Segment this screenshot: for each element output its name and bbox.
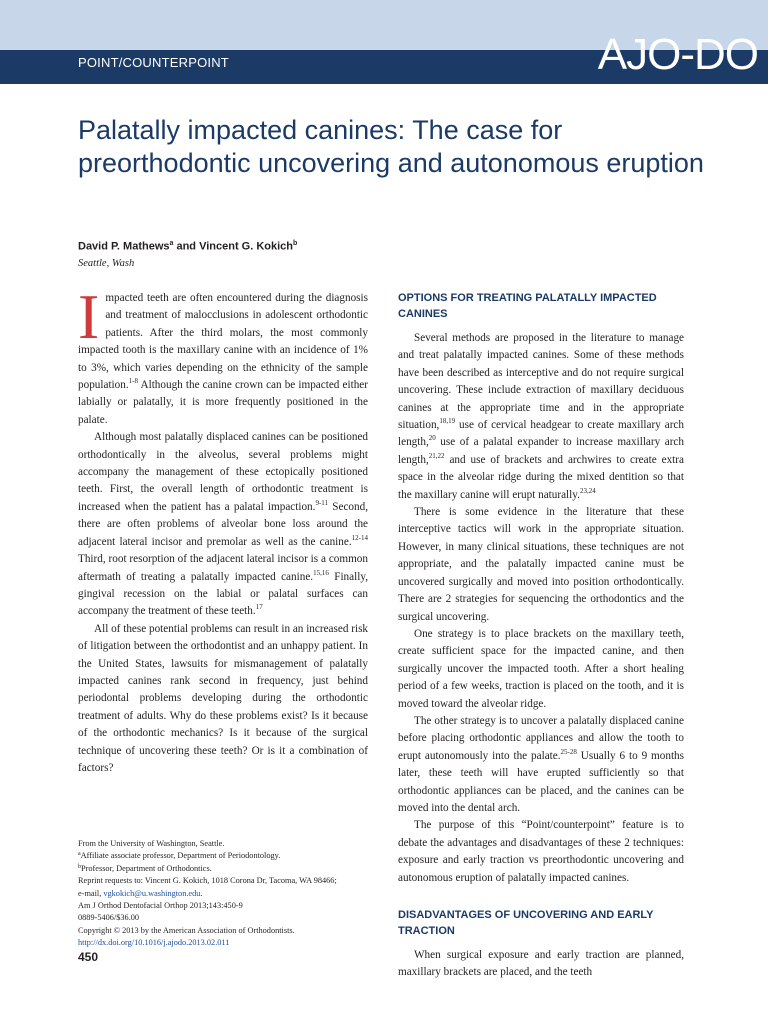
citation-ref[interactable]: 25-28 xyxy=(560,747,577,756)
paragraph-text: Second, there are often problems of alveolar bone loss around the adjacent lateral incisor and premolar as well as the canine. xyxy=(78,500,368,548)
section-heading: OPTIONS FOR TREATING PALATALLY IMPACTED CANINES xyxy=(398,292,657,320)
footnote-text: e-mail, xyxy=(78,888,104,898)
right-column xyxy=(398,290,684,982)
body-paragraph xyxy=(78,281,368,429)
page-number: 450 xyxy=(78,950,99,964)
body-paragraph xyxy=(78,429,368,620)
body-paragraph: The purpose of this “Point/counterpoint” feature is to debate the advantages and disadvantages of these 2 techniques: exposure and early traction vs preorthodontic uncovering and autonomous eruption of palatally impacted canines. xyxy=(398,819,684,884)
paragraph-text: Although most palatally displaced canines can be positioned orthodontically in the alveolus, several problems might accompany the management of these ectopically positioned teeth. First, the overall length of orthodontic treatment is increased when the patient has a palatal impaction. xyxy=(78,431,368,513)
paragraph-text: and use of brackets and archwires to create extra space in the alveolar ridge during the mixed dentition so that the maxillary canine will erupt naturally. xyxy=(398,453,684,501)
citation-ref[interactable]: 21,22 xyxy=(428,451,445,460)
footnote-line: Reprint requests to: Vincent G. Kokich, 1018 Corona Dr, Tacoma, WA 98466; xyxy=(78,876,337,886)
body-paragraph xyxy=(398,330,684,504)
section-heading: DISADVANTAGES OF UNCOVERING AND EARLY TRACTION xyxy=(398,909,654,937)
body-paragraph: One strategy is to place brackets on the maxillary teeth, create sufficient space for the impacted canine, and then surgically uncover the impacted tooth. After a short healing period of a few weeks, traction is placed on the tooth, and it is moved toward the alveolar ridge. xyxy=(398,627,684,710)
paragraph-text: Several methods are proposed in the literature to manage and treat palatally impacted canines. Some of these methods have been described as interceptive and do not require surgical uncovering. These include extraction of maxillary deciduous canines at the appropriate time and in the appropriate situation, xyxy=(398,332,684,432)
author-name: Vincent G. Kokich xyxy=(199,240,294,253)
doi-link[interactable]: http://dx.doi.org/10.1016/j.ajodo.2013.02.011 xyxy=(78,938,230,948)
citation-ref[interactable]: 9-11 xyxy=(315,498,329,507)
affiliation-mark: a xyxy=(78,851,81,858)
affiliation-mark: b xyxy=(78,863,81,870)
footnote-text: . xyxy=(200,888,203,898)
footnote-line xyxy=(78,863,378,875)
citation-ref[interactable]: 23,24 xyxy=(579,486,596,495)
footnote-line: From the University of Washington, Seattle. xyxy=(78,839,225,848)
citation-ref[interactable]: 17 xyxy=(255,603,263,612)
footnote-text: Affiliate associate professor, Department of Periodontology. xyxy=(80,851,281,861)
citation-ref[interactable]: 18,19 xyxy=(439,417,456,426)
body-paragraph xyxy=(398,713,684,817)
citation-ref[interactable]: 20 xyxy=(428,434,436,443)
paragraph-text: The other strategy is to uncover a palatally displaced canine before placing orthodontic appliances and allow the tooth to erupt autonomously into the palate. xyxy=(398,714,684,762)
body-paragraph: All of these potential problems can result in an increased risk of litigation between the orthodontist and an unhappy patient. In the United States, lawsuits for mismanagement of palatally impacted canines rank second in frequency, just behind periodontal problems developing during the orthodontic treatment of adults. Why do these problems exist? Is it because of the orthodontic mechanics? Is it because of the surgical technique of uncovering these teeth? Or is it a combination of factors? xyxy=(78,622,369,774)
article-title: Palatally impacted canines: The case for preorthodontic uncovering and autonomous eruption xyxy=(78,115,704,178)
paragraph-text: use of a palatal expander to increase maxillary arch length, xyxy=(398,436,684,466)
footnote-line: Copyright © 2013 by the American Association of Orthodontists. xyxy=(78,925,295,935)
journal-logo: AJO-DO xyxy=(597,30,758,79)
paragraph-text: use of cervical headgear to create maxillary arch length, xyxy=(398,419,684,449)
paragraph-text: mpacted teeth are often encountered during the diagnosis and treatment of malocclusions in adolescent orthodontic patients. After the third molars, the most commonly impacted tooth is the maxillary canine with an incidence of 1% to 3%, which varies depending on the ethnicity of the sample population. xyxy=(78,292,368,392)
section-label: POINT/COUNTERPOINT xyxy=(78,55,229,70)
body-paragraph: When surgical exposure and early traction are planned, maxillary brackets are placed, and the teeth xyxy=(398,949,684,979)
drop-cap: I xyxy=(78,281,100,352)
citation-ref[interactable]: 1-8 xyxy=(128,377,138,386)
footnote-line: 0889-5406/$36.00 xyxy=(78,913,140,923)
body-paragraph: There is some evidence in the literature that these interceptive tactics will work in the appropriate situation. However, in many clinical situations, these techniques are not appropriate, and the palatally impacted canine must be uncovered surgically and moved into position orthodontically. There are 2 strategies for sequencing the orthodontics and the surgical uncovering. xyxy=(398,506,684,623)
footnotes xyxy=(78,838,378,950)
footnote-line xyxy=(78,850,378,862)
author-location: Seattle, Wash xyxy=(78,258,135,269)
left-column xyxy=(78,281,369,777)
author-line xyxy=(78,240,297,253)
email-link[interactable]: vgkokich@u.washington.edu xyxy=(103,888,201,898)
citation-ref[interactable]: 15,16 xyxy=(313,568,329,577)
author-affiliation-mark: a xyxy=(169,240,174,247)
paragraph-text: Third, root resorption of the adjacent lateral incisor is a common aftermath of treating a palatally impacted canine. xyxy=(78,553,368,583)
paragraph-text: Finally, gingival recession on the labial or palatal surfaces can accompany the treatment of these teeth. xyxy=(78,570,368,618)
author-name: David P. Mathews xyxy=(78,240,170,253)
footnote-line: Am J Orthod Dentofacial Orthop 2013;143:450-9 xyxy=(78,901,243,911)
paragraph-text: Although the canine crown can be impacted either labially or palatally, it is more frequently positioned in the palate. xyxy=(78,379,368,426)
paragraph-text: Usually 6 to 9 months later, these teeth will have erupted sufficiently so that orthodontic appliances can be placed, and the canines can be moved into the dental arch. xyxy=(398,749,684,814)
footnote-text: Professor, Department of Orthodontics. xyxy=(81,863,212,873)
citation-ref[interactable]: 12-14 xyxy=(351,533,368,542)
footnote-line xyxy=(78,888,378,900)
author-affiliation-mark: b xyxy=(293,240,298,247)
author-conjunction: and xyxy=(173,240,200,253)
